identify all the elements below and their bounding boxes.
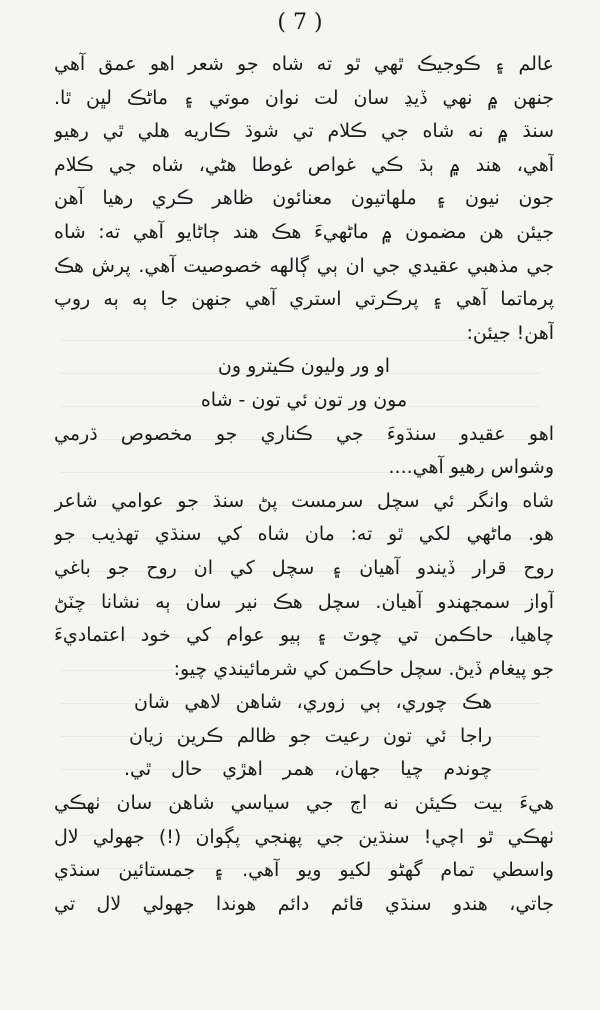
text-line: جو پيغام ڏيڻ. سچل حاڪمن کي شرمائيندي چيو:	[173, 657, 554, 680]
text-line: سنڌ ۾ نه شاه جي ڪلام تي شوڌ ڪاريه هلي ٿي رهيو	[54, 120, 554, 143]
text-line: روح قرار ڏيندو آهيان ۽ سچل کي ان روح جو باغي	[54, 556, 554, 579]
text-line: هو. ماڻهي لکي ٿو ته: مان شاه کي سنڌي تهذيب جو	[54, 523, 554, 546]
text-line: چاهيا، حاڪمن تي چوٽ ۽ ٻيو عوام کي خود اعتماديءَ	[54, 624, 554, 647]
text-line: وشواس رهيو آهي....	[388, 456, 554, 479]
body-text	[54, 48, 554, 921]
verse-line: مون ور تون ئي تون - شاه	[200, 388, 408, 411]
text-line: عالم ۽ ڪوجيڪ ٿهي ٿو ته شاه جو شعر اهو عمق آهي	[54, 53, 554, 75]
verse-line: هڪ چوري، ٻي زوري، شاهن لاهي شان	[134, 691, 492, 714]
text-line: جي مذهبي عقيدي جي ان ٻي ڳالهه خصوصيت آهي. پرش هڪ	[54, 254, 554, 277]
verse-line: او ور وليون ڪيترو ون	[217, 355, 391, 378]
text-line: جون نيون ۽ ملهاتيون معنائون ظاهر ڪري رهيا آهن	[54, 187, 554, 210]
text-line: پرماتما آهي ۽ پرڪرتي استري آهي جنهن جا ٻه ٻه روپ	[54, 288, 554, 311]
text-line: جنهن ۾ نهي ڏيڍ سان لت نوان موتي ۽ ماڻڪ لڀن ٿا.	[54, 86, 554, 109]
text-line: هيءَ بيت ڪيئن نه اڄ جي سياسي شاهن سان ٺهڪي	[54, 792, 554, 815]
text-line: شاه وانگر ئي سچل سرمست پڻ سنڌ جو عوامي شاعر	[54, 489, 554, 512]
page-number: ( 7 )	[277, 10, 323, 35]
text-line: جاتي، هندو سنڌي قائم دائم هوندا جهولي لال تي	[54, 892, 554, 915]
text-line: جيئن هن مضمون ۾ ماڻهيءَ هڪ هند ڄاڻايو آهي ته: شاه	[54, 220, 554, 243]
text-line: اهو عقيدو سنڌوءَ جي ڪناري جو مخصوص ڌرمي	[54, 422, 554, 445]
verse-line: راجا ئي تون رعيت جو ظالم ڪرين زيان	[129, 724, 492, 747]
text-line: آهي، هند ۾ ٻڌ ڪي غواص غوطا هڻي، شاه جي ڪلام	[54, 153, 554, 176]
text-line: آهن! جيئن:	[466, 321, 554, 344]
verse-line: چوندم چيا جهان، همر اهڙي حال ٿي.	[124, 758, 492, 781]
text-line: آواز سمجهندو آهيان. سچل هڪ نير سان ٻه نشانا چٽڻ	[54, 590, 554, 613]
text-line: واسطي تمام گهڻو لکيو ويو آهي. ۽ جمستائين سنڌي	[54, 859, 554, 882]
text-line: ٺهڪي ٿو اچي! سنڌين جي پهنجي پڳوان (!) جهولي لال	[54, 825, 554, 848]
